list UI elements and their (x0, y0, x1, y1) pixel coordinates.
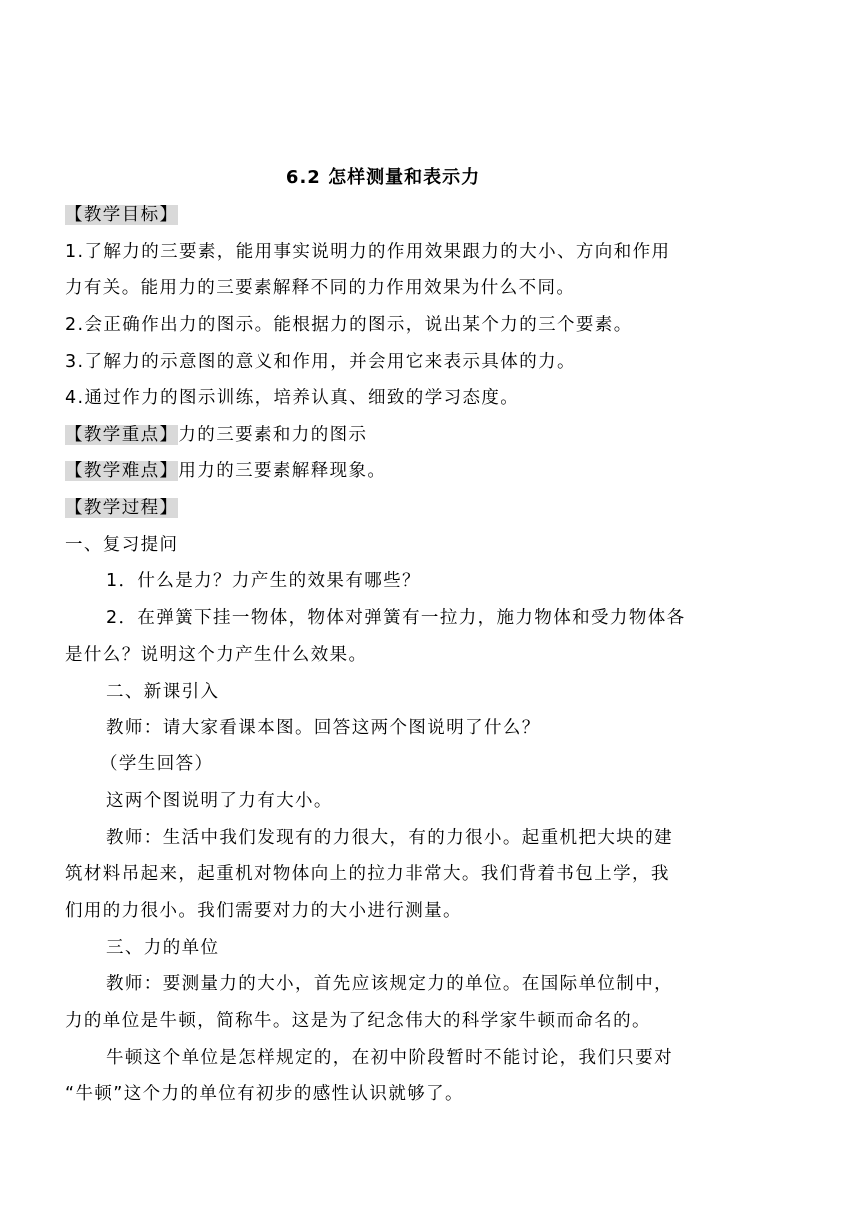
teacher-line-1: 教师：请大家看课本图。回答这两个图说明了什么？ (106, 718, 541, 738)
teacher-2-line-2: 筑材料吊起来，起重机对物体向上的拉力非常大。我们背着书包上学，我 (65, 864, 670, 884)
objectives-heading-label: 【教学目标】 (65, 205, 179, 225)
teacher-3-line-1: 教师：要测量力的大小，首先应该规定力的单位。在国际单位制中， (106, 974, 673, 994)
difficulty-text: 用力的三要素解释现象。 (178, 461, 387, 481)
objectives-heading (65, 203, 178, 227)
paragraph-line-1: 牛顿这个单位是怎样规定的，在初中阶段暂时不能讨论，我们只要对 (106, 1048, 673, 1068)
question-2-line-2: 是什么？说明这个力产生什么效果。 (65, 645, 368, 665)
student-answer: （学生回答） (100, 754, 214, 774)
key-point-row (65, 423, 367, 447)
teacher-2-line-1: 教师：生活中我们发现有的力很大，有的力很小。起重机把大块的建 (106, 828, 673, 848)
paragraph-line-2: “牛顿”这个力的单位有初步的感性认识就够了。 (65, 1084, 464, 1104)
objective-4: 4.通过作力的图示训练，培养认真、细致的学习态度。 (65, 388, 520, 408)
key-point-heading: 【教学重点】 (65, 425, 179, 445)
difficulty-heading: 【教学难点】 (65, 461, 179, 481)
page-title: 6.2 怎样测量和表示力 (285, 167, 481, 188)
section-intro: 二、新课引入 (106, 682, 220, 702)
process-heading (65, 496, 178, 520)
teacher-3-line-2: 力的单位是牛顿，简称牛。这是为了纪念伟大的科学家牛顿而命名的。 (65, 1011, 651, 1031)
objective-3: 3.了解力的示意图的意义和作用，并会用它来表示具体的力。 (65, 352, 576, 372)
process-heading-label: 【教学过程】 (65, 498, 179, 518)
objective-1-line-1: 1.了解力的三要素，能用事实说明力的作用效果跟力的大小、方向和作用 (65, 242, 671, 262)
key-point-text: 力的三要素和力的图示 (178, 425, 368, 445)
objective-2: 2.会正确作出力的图示。能根据力的图示，说出某个力的三个要素。 (65, 315, 633, 335)
question-2-line-1: 2．在弹簧下挂一物体，物体对弹簧有一拉力，施力物体和受力物体各 (106, 608, 686, 628)
section-unit: 三、力的单位 (106, 938, 220, 958)
difficulty-row (65, 459, 386, 483)
answer-text: 这两个图说明了力有大小。 (106, 791, 333, 811)
section-review: 一、复习提问 (65, 535, 179, 555)
objective-1-line-2: 力有关。能用力的三要素解释不同的力作用效果为什么不同。 (65, 278, 576, 298)
question-1: 1．什么是力？力产生的效果有哪些？ (106, 571, 421, 591)
teacher-2-line-3: 们用的力很小。我们需要对力的大小进行测量。 (65, 901, 462, 921)
